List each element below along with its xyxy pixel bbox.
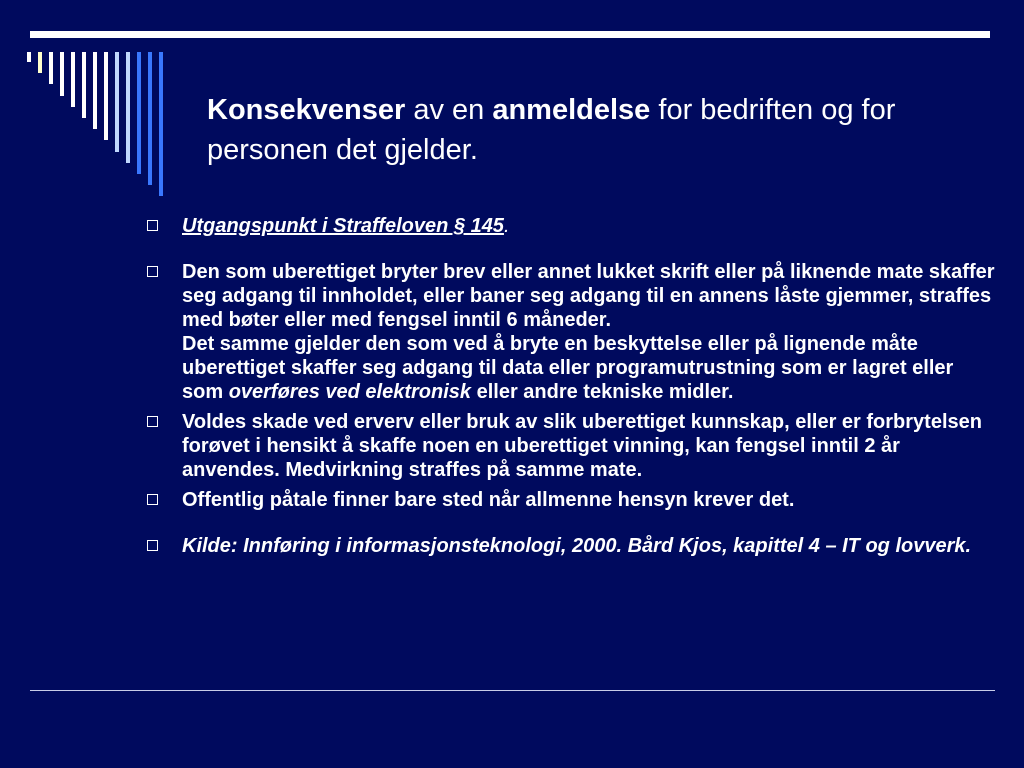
decorative-bar [71, 52, 75, 107]
title-bold-3: anmeldelse [492, 94, 651, 126]
law-reference-link[interactable]: Utgangspunkt i Straffeloven § 145 [182, 215, 504, 237]
bullet-2-p2-italic: overføres ved elektronisk [228, 381, 472, 403]
decorative-bar [104, 52, 108, 140]
decorative-bars [0, 0, 170, 210]
list-item [145, 488, 995, 512]
bullet-3-text: Voldes skade ved erverv eller bruk av slik uberettiget kunnskap, eller er forbrytelsen forøvet i hensikt å skaffe noen en uberettiget vinning, kan fengsel inntil 2 år anvendes. Medvirkning straffes på samme mate. [182, 411, 982, 481]
decorative-bar [38, 52, 42, 73]
square-bullet-icon [147, 540, 158, 551]
square-bullet-icon [147, 266, 158, 277]
title-text-2: av en [405, 94, 493, 126]
title-text-4: for bedriften og for personen det gjelder. [207, 94, 896, 166]
decorative-bar [82, 52, 86, 118]
bullet-1-suffix: . [503, 215, 510, 237]
decorative-bar [126, 52, 130, 163]
bullet-4-text: Offentlig påtale finner bare sted når allmenne hensyn krever det. [182, 489, 795, 511]
bottom-rule [30, 690, 995, 691]
list-item [145, 410, 995, 482]
list-item [145, 214, 995, 238]
decorative-bar [137, 52, 141, 174]
decorative-bar [93, 52, 97, 129]
source-citation: Kilde: Innføring i informasjonsteknologi, 2000. Bård Kjos, kapittel 4 – IT og lovverk. [182, 535, 972, 557]
square-bullet-icon [147, 220, 158, 231]
list-item [145, 534, 995, 558]
top-rule [30, 31, 990, 38]
slide-title [207, 90, 997, 170]
bullet-2-paragraph-2 [182, 332, 995, 404]
decorative-bar [27, 52, 31, 62]
bullet-2-p2-text-b: eller andre tekniske midler. [471, 381, 734, 403]
decorative-bar [60, 52, 64, 96]
title-bold-1: Konsekvenser [207, 94, 406, 126]
decorative-bar [159, 52, 163, 196]
decorative-bar [49, 52, 53, 84]
bullet-list [145, 214, 995, 558]
bullet-2-paragraph-1: Den som uberettiget bryter brev eller annet lukket skrift eller på liknende mate skaffer seg adgang til innholdet, eller baner seg adgang til en annens låste gjemmer, straffes med bøter eller med fengsel inntil 6 måneder. [182, 261, 995, 331]
decorative-bar [148, 52, 152, 185]
decorative-bar [115, 52, 119, 152]
square-bullet-icon [147, 416, 158, 427]
square-bullet-icon [147, 494, 158, 505]
bullet-2-p2-text-a: Det samme gjelder den som ved å bryte en beskyttelse eller på lignende måte uberettiget skaffer seg adgang til data eller programutrustning som er lagret eller som [182, 333, 954, 403]
list-item [145, 260, 995, 404]
